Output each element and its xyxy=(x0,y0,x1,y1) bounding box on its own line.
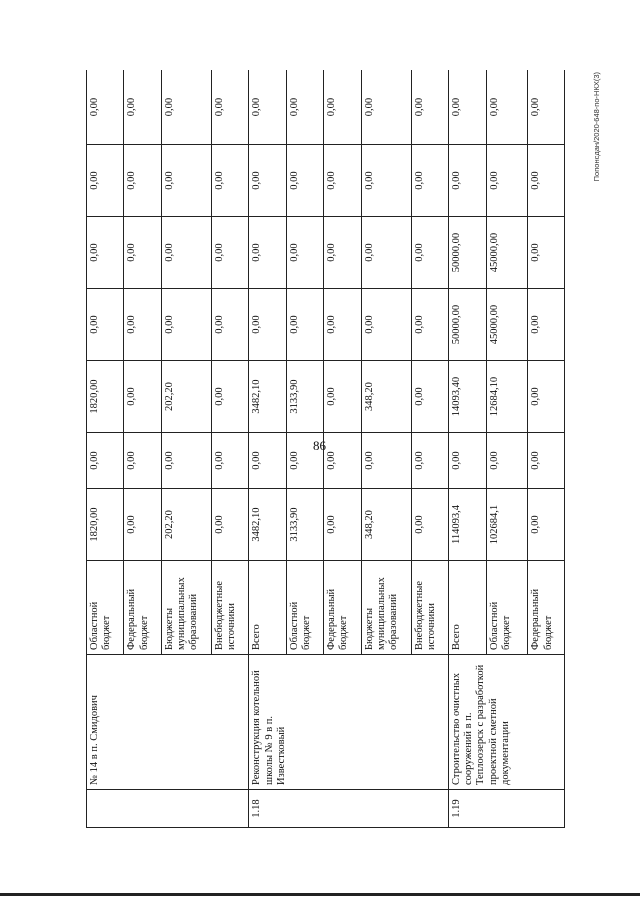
amount-cell: 3482,10 xyxy=(249,489,286,561)
amount-cell: 14093,40 xyxy=(449,361,486,433)
amount-cell: 202,20 xyxy=(161,361,211,433)
document-footer-id: Попонсдан/2020-648-по-НКХ(3) xyxy=(592,72,601,182)
object-name-cell: № 14 в п. Смидович xyxy=(87,655,249,790)
amount-cell: 0,00 xyxy=(124,433,161,489)
amount-cell: 0,00 xyxy=(486,70,528,145)
amount-cell: 202,20 xyxy=(161,489,211,561)
amount-cell: 0,00 xyxy=(161,145,211,217)
amount-cell: 1820,00 xyxy=(87,489,124,561)
amount-cell: 0,00 xyxy=(449,70,486,145)
amount-cell: 0,00 xyxy=(124,489,161,561)
amount-cell: 0,00 xyxy=(449,145,486,217)
funding-source-cell: Бюджеты муниципальных образований xyxy=(361,561,411,655)
amount-cell: 0,00 xyxy=(411,361,448,433)
amount-cell: 0,00 xyxy=(528,217,565,289)
amount-cell: 0,00 xyxy=(87,145,124,217)
amount-cell: 0,00 xyxy=(211,289,248,361)
amount-cell: 1820,00 xyxy=(87,361,124,433)
amount-cell: 0,00 xyxy=(286,70,323,145)
amount-cell: 0,00 xyxy=(324,489,361,561)
page-number: 86 xyxy=(313,438,326,453)
amount-cell: 0,00 xyxy=(211,361,248,433)
amount-cell: 0,00 xyxy=(324,433,361,489)
amount-cell: 12684,10 xyxy=(486,361,528,433)
amount-cell: 45000,00 xyxy=(486,217,528,289)
amount-cell: 0,00 xyxy=(249,433,286,489)
amount-cell: 0,00 xyxy=(324,70,361,145)
amount-cell: 0,00 xyxy=(161,289,211,361)
amount-cell: 348,20 xyxy=(361,361,411,433)
amount-cell: 50000,00 xyxy=(449,289,486,361)
page-bottom-rule xyxy=(0,893,640,896)
amount-cell: 3133,90 xyxy=(286,489,323,561)
amount-cell: 0,00 xyxy=(324,361,361,433)
table-row xyxy=(249,70,286,828)
amount-cell: 0,00 xyxy=(449,433,486,489)
amount-cell: 0,00 xyxy=(411,433,448,489)
amount-cell: 0,00 xyxy=(211,433,248,489)
funding-source-cell: Всего xyxy=(449,561,486,655)
amount-cell: 0,00 xyxy=(87,433,124,489)
amount-cell: 0,00 xyxy=(528,289,565,361)
amount-cell: 0,00 xyxy=(324,289,361,361)
amount-cell: 0,00 xyxy=(528,70,565,145)
amount-cell: 0,00 xyxy=(361,70,411,145)
object-name-cell: Реконструкция котельной школы № 9 в п. Известковый xyxy=(249,655,449,790)
amount-cell: 0,00 xyxy=(249,70,286,145)
amount-cell: 0,00 xyxy=(411,217,448,289)
row-number-cell: 1.19 xyxy=(449,790,565,828)
funding-source-cell: Внебюджетные источники xyxy=(211,561,248,655)
budget-table-container xyxy=(86,70,565,828)
budget-table xyxy=(86,70,565,828)
funding-source-cell: Федеральный бюджет xyxy=(528,561,565,655)
amount-cell: 0,00 xyxy=(286,289,323,361)
amount-cell: 0,00 xyxy=(361,289,411,361)
amount-cell: 0,00 xyxy=(161,70,211,145)
funding-source-cell: Областной бюджет xyxy=(486,561,528,655)
amount-cell: 0,00 xyxy=(124,217,161,289)
amount-cell: 0,00 xyxy=(249,289,286,361)
amount-cell: 50000,00 xyxy=(449,217,486,289)
amount-cell: 0,00 xyxy=(528,145,565,217)
amount-cell: 3482,10 xyxy=(249,361,286,433)
amount-cell: 0,00 xyxy=(249,145,286,217)
amount-cell: 0,00 xyxy=(124,145,161,217)
amount-cell: 0,00 xyxy=(361,217,411,289)
amount-cell: 0,00 xyxy=(211,489,248,561)
funding-source-cell: Внебюджетные источники xyxy=(411,561,448,655)
funding-source-cell: Федеральный бюджет xyxy=(124,561,161,655)
amount-cell: 45000,00 xyxy=(486,289,528,361)
amount-cell: 0,00 xyxy=(161,433,211,489)
row-number-cell xyxy=(87,790,249,828)
amount-cell: 0,00 xyxy=(286,433,323,489)
amount-cell: 0,00 xyxy=(161,217,211,289)
object-name-cell: Строительство очистных сооружений в п. Теплоозерск с разработкой проектной сметной документации xyxy=(449,655,565,790)
table-body xyxy=(87,70,565,828)
amount-cell: 0,00 xyxy=(87,217,124,289)
amount-cell: 0,00 xyxy=(211,70,248,145)
amount-cell: 0,00 xyxy=(528,361,565,433)
table-row xyxy=(449,70,486,828)
row-number-cell: 1.18 xyxy=(249,790,449,828)
amount-cell: 0,00 xyxy=(87,70,124,145)
amount-cell: 0,00 xyxy=(361,145,411,217)
table-row xyxy=(87,70,124,828)
amount-cell: 0,00 xyxy=(486,145,528,217)
amount-cell: 0,00 xyxy=(411,489,448,561)
amount-cell: 0,00 xyxy=(211,217,248,289)
amount-cell: 0,00 xyxy=(124,70,161,145)
amount-cell: 0,00 xyxy=(124,289,161,361)
amount-cell: 0,00 xyxy=(361,433,411,489)
amount-cell: 0,00 xyxy=(528,489,565,561)
amount-cell: 0,00 xyxy=(124,361,161,433)
funding-source-cell: Федеральный бюджет xyxy=(324,561,361,655)
funding-source-cell: Бюджеты муниципальных образований xyxy=(161,561,211,655)
amount-cell: 0,00 xyxy=(528,433,565,489)
amount-cell: 0,00 xyxy=(87,289,124,361)
amount-cell: 0,00 xyxy=(411,70,448,145)
funding-source-cell: Областной бюджет xyxy=(286,561,323,655)
funding-source-cell: Областной бюджет xyxy=(87,561,124,655)
amount-cell: 0,00 xyxy=(286,145,323,217)
amount-cell: 0,00 xyxy=(486,433,528,489)
amount-cell: 114093,4 xyxy=(449,489,486,561)
amount-cell: 0,00 xyxy=(324,145,361,217)
amount-cell: 3133,90 xyxy=(286,361,323,433)
amount-cell: 0,00 xyxy=(211,145,248,217)
amount-cell: 102684,1 xyxy=(486,489,528,561)
amount-cell: 0,00 xyxy=(249,217,286,289)
amount-cell: 0,00 xyxy=(286,217,323,289)
amount-cell: 348,20 xyxy=(361,489,411,561)
amount-cell: 0,00 xyxy=(324,217,361,289)
funding-source-cell: Всего xyxy=(249,561,286,655)
amount-cell: 0,00 xyxy=(411,145,448,217)
amount-cell: 0,00 xyxy=(411,289,448,361)
